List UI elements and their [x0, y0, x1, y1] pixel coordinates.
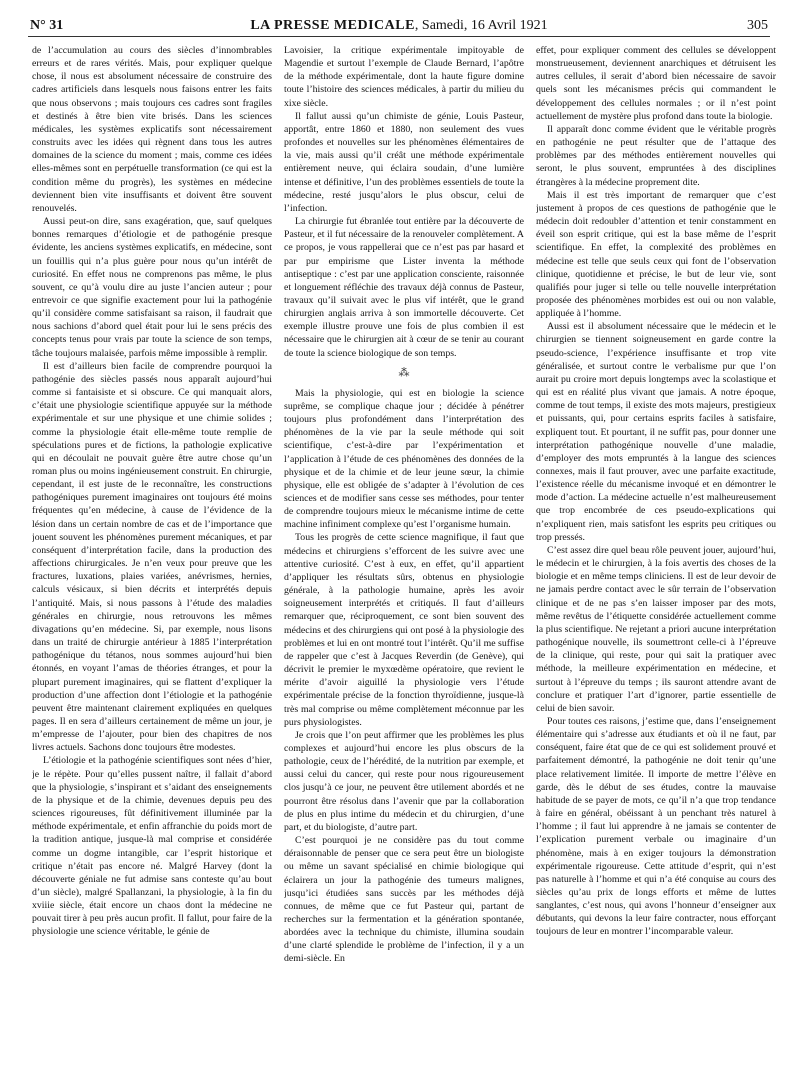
- paragraph: Il fallut aussi qu’un chimiste de génie, Louis Pasteur, apportât, entre 1860 et 1880, non seulement des vues profondes et nouvelles sur les phénomènes élémentaires de la vie, mais aussi qu’il créât une méthode expérimentale entièrement neuve, qui éclaira soudain, d’une lumière intense et définitive, l’un des problèmes essentiels de toute la médecine, resté jusqu’alors le plus obscur, celui de l’infection.: [284, 110, 524, 214]
- paragraph: Lavoisier, la critique expérimentale impitoyable de Magendie et surtout l’exemple de Claude Bernard, l’apôtre de la méthode expérimentale, dont la haute figure domine toute l’histoire des sciences médicales, à partir du milieu du xixe siècle.: [284, 45, 524, 109]
- journal-title-line: [28, 17, 770, 35]
- page-number: 305: [747, 18, 768, 33]
- journal-title: LA PRESSE MEDICALE: [250, 18, 415, 33]
- issue-number: N° 31: [30, 18, 64, 33]
- section-ornament: ⁂: [398, 366, 410, 379]
- paragraph: effet, pour expliquer comment des cellules se développent monstrueusement, deviennent anarchiques et détruisent les autres cellules, il serait d’abord bien nécessaire de savoir quels sont les mécanismes précis qui commandent le développement des cellules normales ; or il n’est point actuellement de mystère plus profond dans toute la biologie.: [536, 45, 776, 122]
- paragraph: Mais il est très important de remarquer que c’est justement à propos de ces questions de pathogénie que le médecin doit redoubler d’attention et tenir constamment en éveil son esprit critique, qui est la base même de l’esprit scientifique. En effet, la complexité des problèmes en médecine est telle que seuls ceux qui font de l’observation clinique, quotidienne et précise, le but de leur vie, sont qualifiés pour juger si telle ou telle nouvelle interprétation proposée des phénomènes morbides est oui ou non valable, appliquée à l’homme.: [536, 189, 776, 320]
- paragraph: Il est d’ailleurs bien facile de comprendre pourquoi la pathogénie des siècles passés nous apparaît aujourd’hui comme si fantaisiste et si obscure. Ce qui manquait alors, c’était une physiologie scientifique appuyée sur la méthode expérimentale et sur une physique et une chimie solides ; comme la physiologie était elle-même toute remplie de spéculations pures et de fictions, la pathologie explicative qui en découlait ne pouvait guère être autre chose qu’un roman plus ou moins ingénieusement construit. En chirurgie, cependant, il est juste de le reconnaître, les constructions pathogéniques purement imaginaires ont toujours été moins fréquentes qu’en médecine, à cause de l’évidence de la lésion dans un certain nombre de cas et de l’importance que jouent souvent les phénomènes purement mécaniques, et par conséquent d’interprétation facile, dans la production des affections chirurgicales. Je n’en veux pour preuve que les fractures, luxations, plaies variées, anévrismes, hernies, calculs vésicaux, si bien décrits et interprétés depuis l’antiquité. Mais, si nous passons à l’étude des maladies générales en chirurgie, nous retrouvons les mêmes divagations qu’en médecine. Si, par exemple, nous lisons dans un traité de chirurgie antérieur à 1885 l’interprétation pathogénique du tétanos, nous sommes aujourd’hui bien étonnés, en voyant l’amas de théories étranges, et pour la plupart purement imaginaires, qui se flattent d’expliquer la production d’une affection dont l’étiologie et la pathogénie peuvent être maintenant clairement expliquées en quelques pages. Il en sera d’ailleurs certainement de même un jour, je m’empresse de l’ajouter, pour bien des chapitres de nos livres actuels. Sachons donc toujours être modestes.: [32, 360, 272, 754]
- running-header: [28, 14, 770, 37]
- column-1: [32, 44, 272, 1074]
- column-3: [536, 44, 776, 1074]
- paragraph: de l’accumulation au cours des siècles d’innombrables erreurs et de rares vérités. Mais, pour expliquer quelque chose, il nous est absolument nécessaire de construire des cadres artificiels dans lesquels nous faisons entrer les faits que nous observons ; mais toujours ces cadres sont fragiles et destinés à être bien vite brisés. Dans les sciences médicales, les systèmes explicatifs sont nécessairement construits avec les idées qui règnent dans tous les autres domaines de la science du moment ; mais, comme ces idées elles-mêmes sont en perpétuelle transformation (ce qui est la condition même du progrès), les systèmes en médecine deviennent bien vite insuffisants et doivent être souvent renouvelés.: [32, 45, 272, 214]
- paragraph: Mais la physiologie, qui est en biologie la science suprême, se complique chaque jour ; décidée à pénétrer toujours plus profondément dans l’interprétation des phénomènes de la vie par la seule méthode qui soit scientifique, c’est-à-dire par l’expérimentation et l’application à l’étude de ces phénomènes des données de la physique et de la chimie et de leur jeune sœur, la chimie physique, elle est obligée de s’adapter à l’évolution de ces sciences et de modifier sans cesse ses méthodes, pour tenter de comprendre toujours mieux le mécanisme intime de cette machine infiniment complexe qu’est l’organisme humain.: [284, 387, 524, 531]
- column-2: [284, 44, 524, 1074]
- paragraph: L’étiologie et la pathogénie scientifiques sont nées d’hier, je le répète. Pour qu’elles pussent naître, il fallait d’abord que la physiologie, s’inspirant et s’aidant des enseignements de la physique et de la chimie, devenues depuis peu des sciences rigoureuses, fût définitivement illuminée par la méthode expérimentale, et enfin affranchie du poids mort de la tradition antique, jusque-là mal comprise et considérée comme un dogme intangible, car l’esprit historique et critique n’était pas encore né. Malgré Harvey (dont la découverte géniale ne fut admise sans conteste qu’au bout d’un siècle), malgré Spallanzani, la physiologie, à la fin du xviiie siècle, était encore un chaos dont la médecine ne pouvait tirer à peu près aucun profit. Il fallut, pour faire de la physiologie une science véritable, le génie de: [32, 755, 272, 938]
- paragraph: Pour toutes ces raisons, j’estime que, dans l’enseignement élémentaire qui s’adresse aux étudiants et où il ne faut, par conséquent, faire état que de ce qui est solidement prouvé et parfaitement démontré, la pathogénie ne doit tenir qu’une place relativement limitée. Il importe de mettre l’élève en garde, dès le début de ses études, contre la mauvaise habitude de se payer de mots, ce qu’il n’a que trop tendance à faire en général, obéissant à un penchant très naturel à l’homme ; il faut lui apprendre à ne jamais se contenter de l’explication purement verbale ou imaginaire d’un phénomène, mais à en exiger toujours la démonstration expérimentale rigoureuse. Cette attitude d’esprit, qui n’est pas naturelle à l’homme et qui n’a été conquise au cours des siècles qu’au prix de longs efforts et même de luttes sanglantes, c’est nous, qui avons l’honneur d’enseigner aux débutants, qui devons la leur faire contracter, nous efforçant toujours de leur en montrer l’incomparable valeur.: [536, 715, 776, 938]
- paragraph: C’est pourquoi je ne considère pas du tout comme déraisonnable de penser que ce sera peut être un biologiste ou même un savant spécialisé en chimie biologique qui éclairera un jour la pathogénie des tumeurs malignes, jusqu’ici étudiées sans succès par les méthodes déjà connues, de même que ce fut Pasteur qui, partant de recherches sur la fermentation et la génération spontanée, abordées avec la technique du chimiste, illumina soudain d’une clarté splendide le problème de l’infection, il y a un demi-siècle. En: [284, 835, 524, 965]
- paragraph: Je crois que l’on peut affirmer que les problèmes les plus complexes et aujourd’hui encore les plus obscurs de la pathologie, ceux de l’hérédité, de la nutrition par exemple, et aussi celui du cancer, qui reste pour nous rigoureusement clos jusqu’à ce jour, ne peuvent être utilement abordés et ne pourront être résolus dans l’avenir que par la collaboration de plus en plus intime du médecin et du chirurgien, d’une part, et du biologiste, d’autre part.: [284, 729, 524, 833]
- paragraph: Aussi peut-on dire, sans exagération, que, sauf quelques bonnes remarques d’étiologie et de pathogénie presque évidente, les anciens systèmes explicatifs, en médecine, sont un fouillis qui n’a plus guère pour nous qu’un intérêt de curiosité. En effet nous ne comprenons pas même, le plus souvent, ce qu’à voulu dire au juste l’ancien auteur ; pour entrevoir ce que signifie exactement pour lui la pathogénie qu’il considère comme satisfaisant sa raison, il faudrait que nous sachions d’abord quel était pour lui le sens précis des concepts tenus pour vrais par toute la science de son temps, tâche toujours malaisée, parfois même impossible à remplir.: [32, 216, 272, 359]
- paragraph: La chirurgie fut ébranlée tout entière par la découverte de Pasteur, et il fut nécessaire de la renouveler complètement. A ce propos, je vous rappellerai que ce n’est pas par hasard et par pur empirisme que Lister inventa la méthode antiseptique : c’est par une application consciente, raisonnée et longuement réfléchie des travaux déjà connus de Pasteur, travaux qu’il suivait avec le plus vif intérêt, que le grand chirurgien anglais arriva à son immortelle découverte. Cet exemple illustre prouve une fois de plus combien il est nécessaire que le chirurgien ait à cœur de se tenir au courant de toute la science biologique de son temps.: [284, 216, 524, 359]
- issue-date: , Samedi, 16 Avril 1921: [414, 18, 548, 33]
- paragraph: C’est assez dire quel beau rôle peuvent jouer, aujourd’hui, le médecin et le chirurgien, à la fois avertis des choses de la biologie et en même temps cliniciens. Il est de leur devoir de ne jamais perdre contact avec le sûr terrain de l’observation clinique et de ne pas s’en laisser imposer par des mots, même revêtus de l’étiquette considérée actuellement comme la plus scientifique. Ne rejetant a priori aucune interprétation pathogénique nouvelle, ils soumettront celle-ci à l’épreuve de la clinique, qui reste, pour qui sait la pratiquer avec méthode, la meilleure expérimentation en médecine, et surtout à l’épreuve du temps ; ils sauront attendre avant de conclure et pratiquer l’art d’ignorer, partie essentielle de celui de bien savoir.: [536, 544, 776, 714]
- paragraph: Aussi est il absolument nécessaire que le médecin et le chirurgien se tiennent soigneusement en garde contre la pseudo-science, l’expérience insuffisante et trop vite généralisée, et surtout contre le verbalisme pur que l’on aurait pu croire mort depuis longtemps avec la scolastique et qui est en réalité plus vivant que jamais. A notre époque, comme de tout temps, il existe des mots majeurs, prestigieux et puissants, qui, pour certains esprits faciles à satisfaire, expliquent tout. Et pourtant, il ne suffit pas, pour donner une interprétation pathogénique nouvelle d’une maladie, d’employer des mots empruntés à la langue des sciences connexes, mais il faut prouver, avec une parfaite exactitude, l’existence réelle du mécanisme invoqué et en démontrer le mode d’action. La médecine actuelle n’est malheureusement que trop encombrée de ces pseudo-explications qui n’expliquent rien, mais satisfont les esprits peu critiques ou trop pressés.: [536, 321, 776, 543]
- paragraph: Tous les progrès de cette science magnifique, il faut que médecins et chirurgiens s’efforcent de les suivre avec une attentive curiosité. C’est à eux, en effet, qu’il appartient d’appliquer les résultats sûrs, obtenus en physiologie générale, à la pathologie humaine, après les avoir soigneusement interprétés et critiqués. Il faut d’ailleurs remarquer que, réciproquement, ce sont bien souvent des médecins et des chirurgiens qui ont posé à la physiologie des problèmes et lui en ont montré tout l’intérêt. Qu’il me suffise de rappeler que c’est à Jacques Reverdin (de Genève), qui décrivit le premier le myxœdème opératoire, que revient le mérite d’avoir aiguillé la physiologie vers l’étude expérimentale précise de la fonction thyroïdienne, jusque-là très mal comprise ou même complètement méconnue par les purs physiologistes.: [284, 532, 524, 728]
- paragraph: Il apparaît donc comme évident que le véritable progrès en pathogénie ne peut résulter que de l’attaque des problèmes par des méthodes entièrement nouvelles qui seront, le plus souvent, empruntées à des disciplines étrangères à la médecine proprement dite.: [536, 123, 776, 188]
